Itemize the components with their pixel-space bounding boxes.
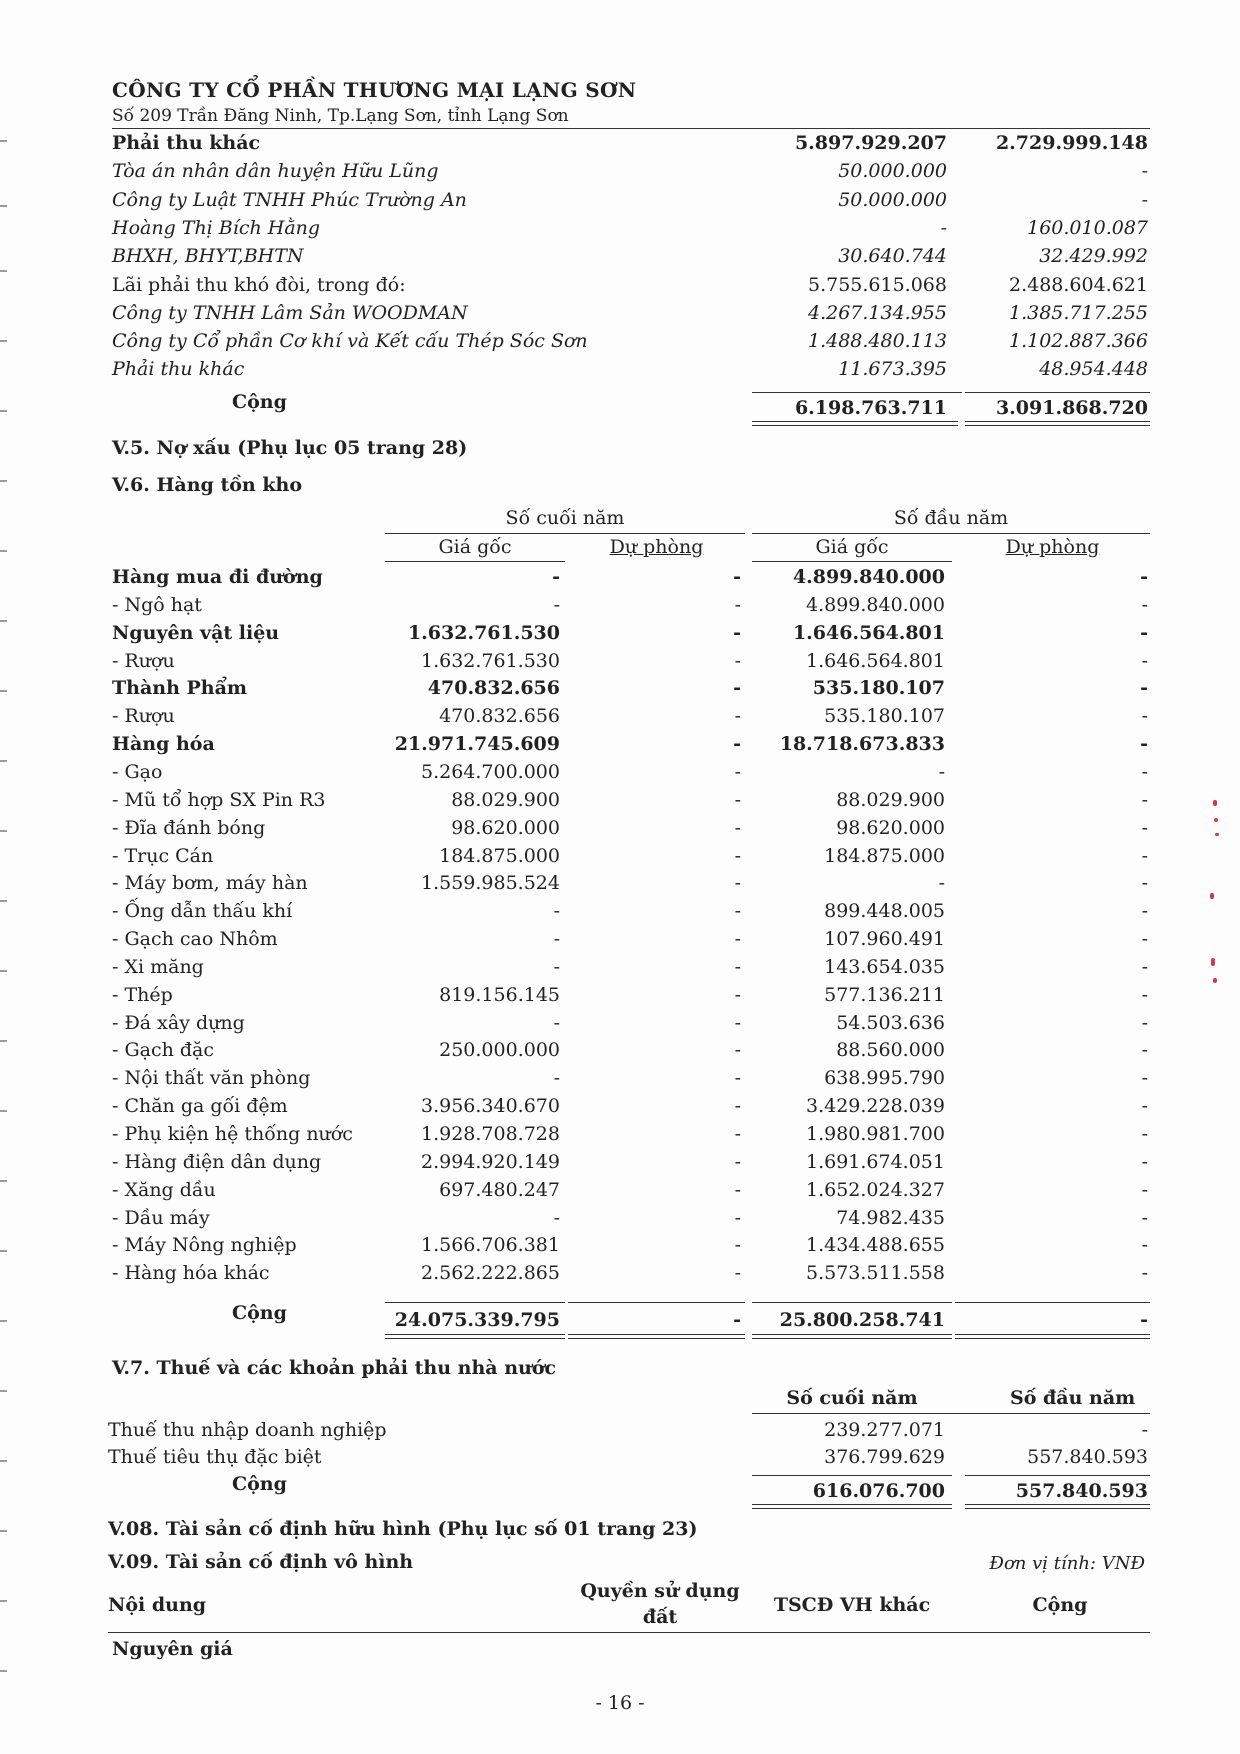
inv-row-end-prov: -	[734, 956, 741, 978]
inv-row-label: - Xăng dầu	[112, 1179, 216, 1201]
inv-total-label: Cộng	[232, 1302, 287, 1324]
tax-sum-rule-2	[965, 1475, 1150, 1476]
recv-row-label: Công ty TNHH Lâm Sản WOODMAN	[112, 302, 468, 324]
inv-row-begin-cost: 1.980.981.700	[805, 1123, 945, 1145]
inv-row-label: - Xi măng	[112, 956, 204, 978]
recv-total-label: Cộng	[232, 391, 287, 413]
inv-header-rule-end	[385, 533, 745, 534]
inv-row-end-prov: -	[734, 1123, 741, 1145]
inv-row-end-cost: 819.156.145	[439, 984, 560, 1006]
recv-total-begin: 3.091.868.720	[995, 397, 1148, 419]
inv-row-end-prov: -	[734, 761, 741, 783]
inv-row-label: - Rượu	[112, 705, 175, 727]
inv-row-end-prov: -	[734, 928, 741, 950]
tax-total-begin: 557.840.593	[1015, 1480, 1148, 1502]
inv-row-begin-prov: -	[1141, 956, 1148, 978]
inv-row-label: Hàng hóa	[112, 733, 215, 755]
recv-double-rule-begin	[965, 421, 1150, 426]
recv-total-end: 6.198.763.711	[794, 397, 947, 419]
inv-row-label: Nguyên vật liệu	[112, 622, 280, 644]
inv-row-label: - Máy bơm, máy hàn	[112, 872, 308, 894]
inv-row-end-prov: -	[734, 984, 741, 1006]
inv-row-begin-prov: -	[1141, 1234, 1148, 1256]
recv-sum-rule-begin	[965, 392, 1150, 393]
inv-total-begin-cost: 25.800.258.741	[779, 1309, 945, 1331]
inv-row-begin-prov: -	[1141, 1123, 1148, 1145]
inv-row-label: - Ống dẫn thấu khí	[112, 900, 293, 922]
intangible-col-land-2: đất	[642, 1606, 678, 1628]
inv-row-begin-cost: -	[938, 872, 945, 894]
inv-row-label: - Gạo	[112, 761, 163, 783]
inv-row-begin-prov: -	[1141, 1151, 1148, 1173]
inv-row-end-cost: 1.928.708.728	[420, 1123, 560, 1145]
section-v8-title: V.08. Tài sản cố định hữu hình (Phụ lục số 01 trang 23)	[108, 1518, 698, 1540]
inv-row-label: - Phụ kiện hệ thống nước	[112, 1123, 353, 1145]
inv-row-begin-cost: 88.560.000	[836, 1039, 945, 1061]
inv-row-end-cost: -	[552, 566, 560, 588]
inv-double-rule-3	[752, 1334, 952, 1339]
inv-row-begin-prov: -	[1141, 1207, 1148, 1229]
inv-row-end-cost: 250.000.000	[439, 1039, 560, 1061]
intangible-first-row: Nguyên giá	[112, 1638, 233, 1660]
inv-row-begin-cost: 577.136.211	[824, 984, 945, 1006]
inv-row-label: - Ngô hạt	[112, 594, 202, 616]
inv-row-begin-prov: -	[1140, 566, 1148, 588]
inv-row-end-cost: 1.632.761.530	[407, 622, 560, 644]
inv-row-end-prov: -	[734, 705, 741, 727]
inv-row-label: - Đĩa đánh bóng	[112, 817, 266, 839]
inv-row-end-prov: -	[734, 845, 741, 867]
intangible-col-total: Cộng	[1032, 1594, 1088, 1616]
inv-row-end-cost: -	[553, 1067, 560, 1089]
recv-row-begin: 1.385.717.255	[1008, 302, 1148, 324]
inv-row-begin-prov: -	[1141, 705, 1148, 727]
inv-row-begin-prov: -	[1141, 872, 1148, 894]
inv-row-end-cost: 470.832.656	[439, 705, 560, 727]
inv-row-end-prov: -	[734, 594, 741, 616]
tax-row-end: 376.799.629	[824, 1446, 945, 1468]
inv-row-begin-cost: 98.620.000	[836, 817, 945, 839]
inv-row-begin-cost: 4.899.840.000	[805, 594, 945, 616]
recv-row-label: Hoàng Thị Bích Hằng	[112, 217, 321, 239]
inv-row-begin-cost: 5.573.511.558	[805, 1262, 945, 1284]
inv-row-end-cost: 1.566.706.381	[420, 1234, 560, 1256]
intangible-header-rule	[108, 1632, 1150, 1633]
tax-row-label: Thuế tiêu thụ đặc biệt	[108, 1446, 322, 1468]
inv-row-begin-cost: 107.960.491	[824, 928, 945, 950]
tax-total-label: Cộng	[232, 1473, 287, 1495]
inv-row-begin-prov: -	[1141, 1262, 1148, 1284]
inv-row-label: - Gạch đặc	[112, 1039, 215, 1061]
inv-row-begin-prov: -	[1141, 789, 1148, 811]
inv-subheader-rule	[385, 561, 565, 562]
inv-row-end-prov: -	[734, 1179, 741, 1201]
inv-row-end-cost: 2.994.920.149	[420, 1151, 560, 1173]
inv-row-end-prov: -	[734, 1095, 741, 1117]
inv-row-begin-prov: -	[1141, 817, 1148, 839]
inv-row-end-cost: -	[553, 594, 560, 616]
inv-row-begin-cost: 638.995.790	[824, 1067, 945, 1089]
inv-row-end-prov: -	[734, 1067, 741, 1089]
inv-col-cost-end: Giá gốc	[438, 536, 512, 558]
recv-row-end: 5.897.929.207	[794, 132, 947, 154]
inv-row-end-cost: -	[553, 928, 560, 950]
recv-row-label: Công ty Luật TNHH Phúc Trường An	[112, 189, 467, 211]
tax-row-begin: 557.840.593	[1027, 1446, 1148, 1468]
section-v9-title: V.09. Tài sản cố định vô hình	[108, 1551, 414, 1573]
inv-row-end-prov: -	[734, 1151, 741, 1173]
inv-double-rule-2	[568, 1334, 745, 1339]
inv-row-begin-prov: -	[1140, 677, 1148, 699]
recv-row-begin: 2.488.604.621	[1008, 274, 1148, 296]
recv-sum-rule-end	[752, 392, 962, 393]
inv-row-begin-prov: -	[1141, 761, 1148, 783]
inv-row-end-prov: -	[733, 566, 741, 588]
inv-row-begin-prov: -	[1141, 984, 1148, 1006]
inv-row-begin-cost: 184.875.000	[824, 845, 945, 867]
inv-row-begin-prov: -	[1141, 1095, 1148, 1117]
inv-row-begin-cost: 1.434.488.655	[805, 1234, 945, 1256]
inv-row-end-prov: -	[734, 1262, 741, 1284]
inv-total-end-prov: -	[733, 1309, 741, 1331]
inv-total-begin-prov: -	[1140, 1309, 1148, 1331]
inv-row-label: - Thép	[112, 984, 173, 1006]
tax-double-rule	[752, 1504, 952, 1509]
inv-row-label: - Hàng điện dân dụng	[112, 1151, 322, 1173]
inv-row-end-cost: 88.029.900	[451, 789, 560, 811]
inv-row-end-cost: 697.480.247	[439, 1179, 560, 1201]
inv-row-end-prov: -	[734, 1234, 741, 1256]
recv-double-rule-end	[752, 421, 958, 426]
inv-row-end-cost: 98.620.000	[451, 817, 560, 839]
tax-col-end: Số cuối năm	[786, 1387, 918, 1409]
inv-row-end-cost: -	[553, 1207, 560, 1229]
inv-row-end-cost: -	[553, 956, 560, 978]
tax-row-end: 239.277.071	[824, 1419, 945, 1441]
company-address: Số 209 Trần Đăng Ninh, Tp.Lạng Sơn, tỉnh Lạng Sơn	[112, 106, 569, 126]
inv-row-label: - Nội thất văn phòng	[112, 1067, 311, 1089]
inv-row-begin-prov: -	[1141, 900, 1148, 922]
inv-row-begin-cost: 1.652.024.327	[805, 1179, 945, 1201]
recv-row-end: -	[940, 217, 947, 239]
tax-header-rule	[752, 1413, 1150, 1414]
inv-row-label: - Đá xây dựng	[112, 1012, 245, 1034]
tax-total-end: 616.076.700	[812, 1480, 945, 1502]
recv-row-end: 50.000.000	[838, 160, 947, 182]
inv-row-begin-prov: -	[1141, 1012, 1148, 1034]
inv-row-begin-cost: 535.180.107	[812, 677, 945, 699]
inv-sum-rule-3	[752, 1302, 952, 1303]
inv-row-label: - Hàng hóa khác	[112, 1262, 270, 1284]
recv-row-label: BHXH, BHYT,BHTN	[112, 245, 304, 267]
inv-row-begin-prov: -	[1141, 928, 1148, 950]
inv-row-begin-cost: 143.654.035	[824, 956, 945, 978]
unit-note: Đơn vị tính: VNĐ	[989, 1553, 1145, 1574]
inv-row-begin-prov: -	[1140, 622, 1148, 644]
inv-row-begin-cost: -	[938, 761, 945, 783]
intangible-col-content: Nội dung	[108, 1594, 207, 1616]
recv-row-label: Tòa án nhân dân huyện Hữu Lũng	[112, 160, 439, 182]
section-v6-title: V.6. Hàng tồn kho	[112, 474, 302, 496]
inv-row-label: - Dầu máy	[112, 1207, 210, 1229]
inv-row-begin-prov: -	[1141, 1067, 1148, 1089]
inv-row-end-prov: -	[733, 733, 741, 755]
inv-row-label: - Chăn ga gối đệm	[112, 1095, 288, 1117]
section-v7-title: V.7. Thuế và các khoản phải thu nhà nước	[112, 1357, 557, 1379]
inv-row-end-prov: -	[734, 872, 741, 894]
inv-row-label: - Gạch cao Nhôm	[112, 928, 278, 950]
recv-row-end: 30.640.744	[838, 245, 947, 267]
inv-row-begin-cost: 1.691.674.051	[805, 1151, 945, 1173]
inv-row-end-cost: 1.559.985.524	[420, 872, 560, 894]
inv-row-end-prov: -	[734, 817, 741, 839]
inv-col-cost-begin: Giá gốc	[815, 536, 889, 558]
inv-row-begin-cost: 1.646.564.801	[792, 622, 945, 644]
inv-row-begin-cost: 899.448.005	[824, 900, 945, 922]
inv-row-begin-cost: 1.646.564.801	[805, 650, 945, 672]
inv-header-end: Số cuối năm	[505, 507, 625, 529]
recv-row-begin: 160.010.087	[1027, 217, 1148, 239]
recv-row-label: Phải thu khác	[112, 358, 245, 380]
inv-row-begin-prov: -	[1141, 650, 1148, 672]
inv-row-end-prov: -	[734, 900, 741, 922]
inv-row-begin-cost: 4.899.840.000	[792, 566, 945, 588]
inv-row-begin-cost: 88.029.900	[836, 789, 945, 811]
inv-row-label: - Rượu	[112, 650, 175, 672]
company-name: CÔNG TY CỔ PHẦN THƯƠNG MẠI LẠNG SƠN	[112, 78, 637, 102]
inv-sum-rule-2	[568, 1302, 745, 1303]
inv-header-begin: Số đầu năm	[893, 507, 1009, 529]
recv-row-begin: 48.954.448	[1039, 358, 1148, 380]
page-number: - 16 -	[595, 1692, 645, 1714]
recv-row-begin: 2.729.999.148	[995, 132, 1148, 154]
recv-row-end: 4.267.134.955	[807, 302, 947, 324]
tax-row-begin: -	[1141, 1419, 1148, 1441]
inv-col-prov-begin: Dự phòng	[1005, 536, 1100, 558]
recv-row-label: Phải thu khác	[112, 132, 261, 154]
inv-row-end-prov: -	[733, 677, 741, 699]
inv-row-end-cost: 2.562.222.865	[420, 1262, 560, 1284]
tax-row-label: Thuế thu nhập doanh nghiệp	[108, 1419, 387, 1441]
inv-header-rule-begin	[752, 533, 1150, 534]
inv-row-end-prov: -	[733, 622, 741, 644]
inv-sum-rule	[385, 1302, 565, 1303]
recv-row-end: 1.488.480.113	[807, 330, 947, 352]
recv-row-end: 11.673.395	[838, 358, 947, 380]
recv-row-begin: -	[1141, 189, 1148, 211]
recv-row-begin: 32.429.992	[1039, 245, 1148, 267]
inv-row-end-prov: -	[734, 1012, 741, 1034]
recv-row-begin: 1.102.887.366	[1008, 330, 1148, 352]
inv-row-begin-cost: 18.718.673.833	[779, 733, 945, 755]
inv-row-label: - Trục Cán	[112, 845, 214, 867]
recv-row-label: Lãi phải thu khó đòi, trong đó:	[112, 274, 406, 296]
inv-row-begin-prov: -	[1140, 733, 1148, 755]
inv-row-label: - Máy Nông nghiệp	[112, 1234, 297, 1256]
inv-row-end-cost: 3.956.340.670	[420, 1095, 560, 1117]
inv-row-end-cost: -	[553, 1012, 560, 1034]
inv-double-rule	[385, 1334, 565, 1339]
inv-row-end-cost: 5.264.700.000	[420, 761, 560, 783]
inv-row-end-cost: -	[553, 900, 560, 922]
inv-row-end-cost: 470.832.656	[427, 677, 560, 699]
inv-subheader-rule-2	[752, 561, 952, 562]
inv-row-end-cost: 1.632.761.530	[420, 650, 560, 672]
inv-row-label: - Mũ tổ hợp SX Pin R3	[112, 789, 326, 811]
inv-total-end-cost: 24.075.339.795	[394, 1309, 560, 1331]
inv-double-rule-4	[955, 1334, 1150, 1339]
header-rule	[112, 128, 1150, 129]
inv-row-end-prov: -	[734, 1039, 741, 1061]
section-v5-title: V.5. Nợ xấu (Phụ lục 05 trang 28)	[112, 437, 468, 459]
inv-row-end-prov: -	[734, 1207, 741, 1229]
inv-row-begin-prov: -	[1141, 1039, 1148, 1061]
inv-row-end-prov: -	[734, 789, 741, 811]
inv-row-begin-cost: 74.982.435	[836, 1207, 945, 1229]
inv-row-begin-cost: 3.429.228.039	[805, 1095, 945, 1117]
inv-col-prov-end: Dự phòng	[609, 536, 704, 558]
tax-double-rule-2	[965, 1504, 1150, 1509]
inv-sum-rule-4	[955, 1302, 1150, 1303]
tax-col-begin: Số đầu năm	[1010, 1387, 1136, 1409]
inv-row-begin-cost: 535.180.107	[824, 705, 945, 727]
recv-row-end: 5.755.615.068	[807, 274, 947, 296]
recv-row-end: 50.000.000	[838, 189, 947, 211]
inv-row-begin-prov: -	[1141, 1179, 1148, 1201]
intangible-col-other: TSCĐ VH khác	[773, 1594, 931, 1616]
recv-row-begin: -	[1141, 160, 1148, 182]
tax-sum-rule	[752, 1475, 952, 1476]
inv-row-begin-prov: -	[1141, 594, 1148, 616]
inv-row-label: Thành Phẩm	[112, 677, 248, 699]
inv-row-begin-cost: 54.503.636	[836, 1012, 945, 1034]
inv-row-begin-prov: -	[1141, 845, 1148, 867]
recv-row-label: Công ty Cổ phần Cơ khí và Kết cấu Thép Sóc Sơn	[112, 330, 588, 352]
intangible-col-land-1: Quyền sử dụng	[580, 1580, 740, 1602]
inv-row-end-cost: 21.971.745.609	[394, 733, 560, 755]
inv-row-end-prov: -	[734, 650, 741, 672]
inv-row-end-cost: 184.875.000	[439, 845, 560, 867]
inv-row-label: Hàng mua đi đường	[112, 566, 323, 588]
